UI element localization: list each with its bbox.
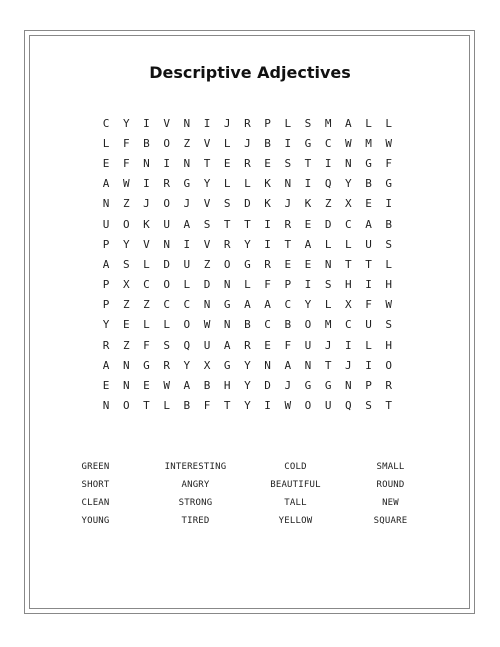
grid-letter: Z <box>183 136 191 150</box>
grid-letter: L <box>385 116 393 130</box>
grid-letter: M <box>365 136 372 150</box>
grid-letter: N <box>122 379 130 393</box>
grid-letter: N <box>163 237 170 251</box>
grid-letter: U <box>163 217 170 231</box>
grid-letter: D <box>324 217 332 231</box>
grid-letter: I <box>284 136 292 150</box>
grid-letter: P <box>264 116 271 130</box>
word-bank-item: COLD <box>284 462 307 472</box>
word-bank-item: NEW <box>382 498 399 508</box>
grid-letter: F <box>385 156 393 170</box>
grid-row <box>96 335 399 355</box>
grid-letter: G <box>223 298 231 312</box>
grid-row <box>96 275 399 295</box>
grid-letter: Y <box>345 177 352 191</box>
grid-letter: I <box>304 177 312 191</box>
grid-letter: F <box>365 298 372 312</box>
grid-letter: L <box>183 278 191 292</box>
grid-letter: T <box>345 257 352 271</box>
grid-letter: T <box>143 399 150 413</box>
grid-letter: V <box>203 136 211 150</box>
grid-letter: T <box>244 217 251 231</box>
grid-letter: O <box>385 358 393 372</box>
grid-letter: S <box>163 338 170 352</box>
grid-letter: A <box>345 116 352 130</box>
grid-letter: I <box>264 217 271 231</box>
grid-letter: K <box>264 197 271 211</box>
word-bank-item: SMALL <box>376 462 405 472</box>
grid-letter: N <box>183 116 191 130</box>
grid-letter: H <box>345 278 352 292</box>
grid-row <box>96 113 399 133</box>
grid-letter: S <box>203 217 211 231</box>
grid-letter: L <box>143 257 150 271</box>
word-bank-item: SHORT <box>81 480 110 490</box>
grid-letter: S <box>223 197 231 211</box>
grid-letter: A <box>183 379 191 393</box>
grid-letter: C <box>183 298 191 312</box>
grid-letter: L <box>284 116 292 130</box>
grid-letter: W <box>163 379 170 393</box>
grid-letter: C <box>102 116 110 130</box>
grid-letter: O <box>122 217 130 231</box>
letter-grid <box>96 113 399 416</box>
grid-letter: U <box>365 318 372 332</box>
word-bank-item: YOUNG <box>81 516 110 526</box>
grid-letter: G <box>183 177 191 191</box>
word-bank-item: TALL <box>284 498 307 508</box>
grid-letter: N <box>223 278 231 292</box>
grid-letter: A <box>365 217 372 231</box>
grid-row <box>96 133 399 153</box>
grid-letter: K <box>143 217 150 231</box>
grid-letter: G <box>365 156 372 170</box>
grid-letter: H <box>385 338 393 352</box>
grid-letter: D <box>244 197 251 211</box>
grid-letter: H <box>385 278 393 292</box>
grid-letter: P <box>102 237 110 251</box>
grid-letter: O <box>304 399 312 413</box>
grid-letter: G <box>385 177 393 191</box>
grid-letter: I <box>183 237 191 251</box>
grid-letter: B <box>385 217 393 231</box>
grid-row <box>96 174 399 194</box>
grid-row <box>96 194 399 214</box>
grid-letter: W <box>385 136 393 150</box>
grid-letter: Y <box>203 177 211 191</box>
grid-letter: I <box>143 177 150 191</box>
grid-letter: O <box>163 197 170 211</box>
grid-letter: T <box>223 399 231 413</box>
grid-letter: L <box>365 338 372 352</box>
grid-letter: B <box>143 136 150 150</box>
grid-letter: R <box>163 358 170 372</box>
grid-letter: E <box>304 217 312 231</box>
grid-letter: S <box>385 318 393 332</box>
grid-letter: J <box>183 197 191 211</box>
grid-letter: Y <box>244 379 251 393</box>
grid-letter: U <box>183 257 191 271</box>
grid-letter: N <box>304 358 312 372</box>
grid-letter: M <box>324 318 332 332</box>
grid-letter: Z <box>324 197 332 211</box>
grid-letter: L <box>223 136 231 150</box>
grid-letter: P <box>102 298 110 312</box>
grid-letter: X <box>345 298 352 312</box>
grid-letter: F <box>203 399 211 413</box>
grid-letter: E <box>264 156 271 170</box>
grid-letter: Y <box>244 358 251 372</box>
grid-letter: C <box>345 318 352 332</box>
grid-letter: Y <box>304 298 312 312</box>
grid-letter: K <box>264 177 271 191</box>
grid-letter: N <box>264 358 271 372</box>
grid-letter: L <box>345 237 352 251</box>
grid-letter: H <box>223 379 231 393</box>
grid-letter: L <box>102 136 110 150</box>
grid-letter: E <box>102 379 110 393</box>
grid-letter: U <box>365 237 372 251</box>
grid-letter: R <box>102 338 110 352</box>
grid-letter: N <box>223 318 231 332</box>
grid-letter: R <box>264 257 271 271</box>
grid-letter: X <box>203 358 211 372</box>
grid-letter: I <box>163 156 170 170</box>
grid-letter: E <box>223 156 231 170</box>
word-bank-item: GREEN <box>81 462 110 472</box>
grid-letter: A <box>102 358 110 372</box>
grid-letter: A <box>183 217 191 231</box>
grid-letter: Z <box>143 298 150 312</box>
grid-letter: Y <box>122 237 130 251</box>
grid-letter: R <box>244 338 251 352</box>
grid-row <box>96 396 399 416</box>
grid-letter: E <box>143 379 150 393</box>
grid-letter: E <box>102 156 110 170</box>
grid-letter: O <box>122 399 130 413</box>
grid-letter: L <box>244 278 251 292</box>
grid-letter: L <box>324 237 332 251</box>
grid-letter: G <box>244 257 251 271</box>
grid-letter: E <box>304 257 312 271</box>
grid-letter: F <box>122 156 130 170</box>
grid-letter: S <box>304 116 312 130</box>
grid-letter: Z <box>203 257 211 271</box>
grid-letter: L <box>143 318 150 332</box>
grid-letter: I <box>324 156 332 170</box>
grid-letter: N <box>102 399 110 413</box>
grid-letter: C <box>324 136 332 150</box>
grid-letter: J <box>345 358 352 372</box>
grid-row <box>96 315 399 335</box>
grid-letter: N <box>122 358 130 372</box>
grid-letter: J <box>284 197 292 211</box>
grid-letter: F <box>143 338 150 352</box>
grid-letter: B <box>244 318 251 332</box>
grid-letter: D <box>163 257 170 271</box>
grid-letter: R <box>244 116 251 130</box>
grid-letter: W <box>345 136 352 150</box>
grid-letter: G <box>324 379 332 393</box>
grid-row <box>96 375 399 395</box>
grid-letter: A <box>284 358 292 372</box>
grid-letter: A <box>264 298 271 312</box>
grid-letter: L <box>324 298 332 312</box>
grid-letter: E <box>284 257 292 271</box>
grid-row <box>96 254 399 274</box>
grid-letter: O <box>223 257 231 271</box>
grid-letter: Q <box>324 177 332 191</box>
grid-letter: U <box>203 338 211 352</box>
grid-letter: S <box>385 237 393 251</box>
grid-letter: C <box>284 298 292 312</box>
grid-letter: J <box>324 338 332 352</box>
grid-letter: V <box>163 116 170 130</box>
grid-letter: O <box>304 318 312 332</box>
grid-letter: Q <box>183 338 191 352</box>
grid-letter: C <box>163 298 170 312</box>
word-bank-item: STRONG <box>178 498 213 508</box>
word-bank-item: ANGRY <box>181 480 210 490</box>
grid-letter: N <box>143 156 150 170</box>
grid-letter: S <box>324 278 332 292</box>
grid-letter: B <box>365 177 372 191</box>
grid-letter: I <box>203 116 211 130</box>
grid-letter: W <box>385 298 393 312</box>
grid-letter: L <box>385 257 393 271</box>
grid-letter: Y <box>244 237 251 251</box>
grid-letter: I <box>365 278 372 292</box>
grid-letter: J <box>223 116 231 130</box>
grid-letter: P <box>365 379 372 393</box>
grid-letter: W <box>122 177 130 191</box>
grid-letter: I <box>365 358 372 372</box>
grid-letter: T <box>203 156 211 170</box>
grid-letter: B <box>203 379 211 393</box>
grid-letter: J <box>244 136 251 150</box>
grid-letter: S <box>122 257 130 271</box>
grid-letter: N <box>183 156 191 170</box>
grid-letter: G <box>304 379 312 393</box>
grid-letter: T <box>324 358 332 372</box>
grid-row <box>96 295 399 315</box>
grid-letter: F <box>284 338 292 352</box>
grid-letter: A <box>223 338 231 352</box>
grid-letter: P <box>102 278 110 292</box>
grid-letter: M <box>324 116 332 130</box>
grid-letter: N <box>203 298 211 312</box>
grid-letter: F <box>122 136 130 150</box>
grid-letter: L <box>163 399 170 413</box>
word-bank-item: INTERESTING <box>164 462 227 472</box>
grid-letter: W <box>284 399 292 413</box>
grid-letter: B <box>264 136 271 150</box>
grid-letter: G <box>143 358 150 372</box>
grid-letter: O <box>183 318 191 332</box>
grid-letter: G <box>223 358 231 372</box>
grid-letter: D <box>203 278 211 292</box>
grid-letter: C <box>264 318 271 332</box>
grid-row <box>96 234 399 254</box>
grid-letter: R <box>284 217 292 231</box>
grid-letter: N <box>345 379 352 393</box>
grid-letter: X <box>122 278 130 292</box>
grid-letter: B <box>284 318 292 332</box>
grid-letter: O <box>163 278 170 292</box>
word-bank-item: TIRED <box>181 516 210 526</box>
grid-letter: I <box>264 237 271 251</box>
grid-row <box>96 153 399 173</box>
grid-letter: L <box>163 318 170 332</box>
word-bank-item: SQUARE <box>373 516 408 526</box>
grid-letter: A <box>304 237 312 251</box>
grid-letter: I <box>345 338 352 352</box>
word-bank-item: ROUND <box>376 480 405 490</box>
word-bank-item: YELLOW <box>278 516 313 526</box>
grid-letter: Y <box>183 358 191 372</box>
grid-row <box>96 214 399 234</box>
grid-letter: B <box>183 399 191 413</box>
grid-letter: L <box>244 177 251 191</box>
word-bank <box>53 460 443 532</box>
grid-letter: U <box>324 399 332 413</box>
grid-letter: T <box>385 399 393 413</box>
grid-letter: E <box>122 318 130 332</box>
grid-letter: J <box>284 379 292 393</box>
grid-letter: Z <box>122 338 130 352</box>
grid-letter: N <box>284 177 292 191</box>
grid-letter: F <box>264 278 271 292</box>
grid-letter: I <box>143 116 150 130</box>
grid-letter: L <box>223 177 231 191</box>
grid-letter: X <box>345 197 352 211</box>
grid-letter: O <box>163 136 170 150</box>
grid-letter: P <box>284 278 292 292</box>
grid-letter: T <box>304 156 312 170</box>
grid-letter: R <box>385 379 393 393</box>
grid-letter: U <box>102 217 110 231</box>
grid-letter: C <box>143 278 150 292</box>
grid-letter: W <box>203 318 211 332</box>
grid-letter: R <box>163 177 170 191</box>
grid-letter: Z <box>122 298 130 312</box>
grid-letter: N <box>345 156 352 170</box>
grid-letter: V <box>203 197 211 211</box>
grid-letter: A <box>244 298 251 312</box>
grid-letter: E <box>264 338 271 352</box>
grid-letter: I <box>304 278 312 292</box>
grid-letter: Y <box>122 116 130 130</box>
grid-letter: D <box>264 379 271 393</box>
puzzle-title: Descriptive Adjectives <box>149 63 351 82</box>
grid-letter: J <box>143 197 150 211</box>
grid-letter: S <box>365 399 372 413</box>
grid-letter: S <box>284 156 292 170</box>
grid-letter: T <box>284 237 292 251</box>
grid-letter: N <box>102 197 110 211</box>
grid-letter: A <box>102 177 110 191</box>
grid-letter: K <box>304 197 312 211</box>
grid-letter: R <box>223 237 231 251</box>
grid-letter: Q <box>345 399 352 413</box>
grid-letter: V <box>143 237 150 251</box>
grid-letter: N <box>324 257 332 271</box>
grid-letter: U <box>304 338 312 352</box>
grid-letter: I <box>385 197 393 211</box>
grid-letter: R <box>244 156 251 170</box>
grid-letter: C <box>345 217 352 231</box>
grid-letter: L <box>365 116 372 130</box>
grid-row <box>96 355 399 375</box>
grid-letter: E <box>365 197 372 211</box>
grid-letter: T <box>365 257 372 271</box>
grid-letter: A <box>102 257 110 271</box>
grid-letter: V <box>203 237 211 251</box>
grid-letter: Y <box>244 399 251 413</box>
word-bank-item: BEAUTIFUL <box>270 480 321 490</box>
grid-letter: G <box>304 136 312 150</box>
word-bank-item: CLEAN <box>81 498 110 508</box>
grid-letter: Y <box>102 318 110 332</box>
grid-letter: Z <box>122 197 130 211</box>
grid-letter: T <box>223 217 231 231</box>
grid-letter: I <box>264 399 271 413</box>
